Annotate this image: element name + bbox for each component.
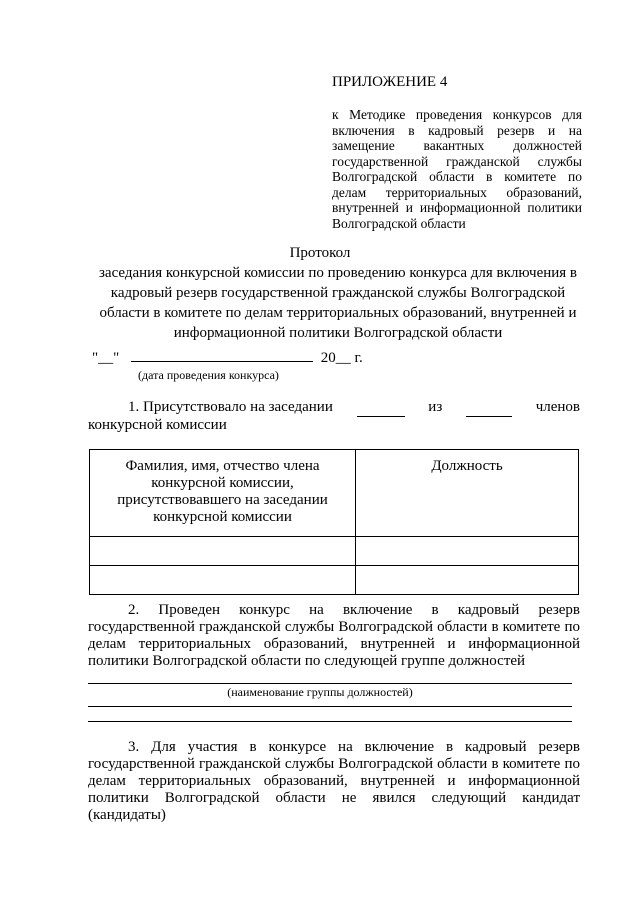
header-member-name: Фамилия, имя, отчество члена конкурсной комиссии, присутствовавшего на заседании конкурсной комиссии: [90, 450, 356, 537]
table-row: [90, 566, 579, 595]
group-extra-line: [88, 706, 572, 707]
table-cell: [90, 566, 356, 595]
total-count-blank: [466, 399, 512, 417]
present-count-blank: [357, 399, 405, 417]
item-2-text: государственной гражданской службы Волгоградской области в комитете по делам территориальных образований, внутренней и информационной политики Волгоградской области по следующей группе должностей: [88, 619, 580, 669]
item-3-absent: [88, 739, 580, 824]
item-3-first-line: 3. Для участия в конкурсе на включение в кадровый резерв: [128, 739, 580, 755]
item-1-members: членов: [535, 399, 580, 415]
date-year-field: 20__ г.: [320, 350, 363, 366]
appendix-reference: к Методике проведения конкурсов для включения в кадровый резерв и на замещение вакантных должностей государственной гражданской службы Волгоградской области в комитете по делам территориальных образований, внутренней и информационной политики Волгоградской области: [332, 107, 582, 231]
item-2-contest: [88, 602, 580, 670]
date-month-blank: [131, 349, 313, 362]
item-2-first-line: 2. Проведен конкурс на включение в кадровый резерв: [128, 602, 580, 618]
table-header-row: [90, 450, 579, 537]
item-3-text: государственной гражданской службы Волгоградской области в комитете по делам территориальных образований, внутренней и информационной политики Волгоградской области не явился следующий кандидат (кандидаты): [88, 756, 580, 823]
table-cell: [356, 537, 579, 566]
item-1-continuation: конкурсной комиссии: [88, 417, 227, 433]
table-cell: [90, 537, 356, 566]
group-name-caption: (наименование группы должностей): [227, 685, 413, 699]
protocol-subtitle: заседания конкурсной комиссии по проведению конкурса для включения в кадровый резерв государственной гражданской службы Волгоградской области в комитете по делам территориальных образований, внутренней и информационной политики Волгоградской области: [98, 265, 578, 341]
item-1-lead: 1. Присутствовало на заседании: [128, 399, 333, 415]
date-line: [92, 349, 363, 367]
date-caption: (дата проведения конкурса): [138, 368, 279, 382]
table-row: [90, 537, 579, 566]
date-day-field: "__": [92, 350, 120, 366]
item-1-row: [88, 399, 580, 417]
header-position: Должность: [356, 450, 579, 537]
group-extra-line: [88, 721, 572, 722]
appendix-title: ПРИЛОЖЕНИЕ 4: [332, 74, 448, 90]
item-1-attendance: [88, 399, 580, 434]
item-1-of: из: [428, 399, 443, 415]
group-name-line: [88, 683, 572, 684]
protocol-title: Протокол: [289, 245, 351, 261]
members-table: [89, 449, 579, 595]
table-cell: [356, 566, 579, 595]
